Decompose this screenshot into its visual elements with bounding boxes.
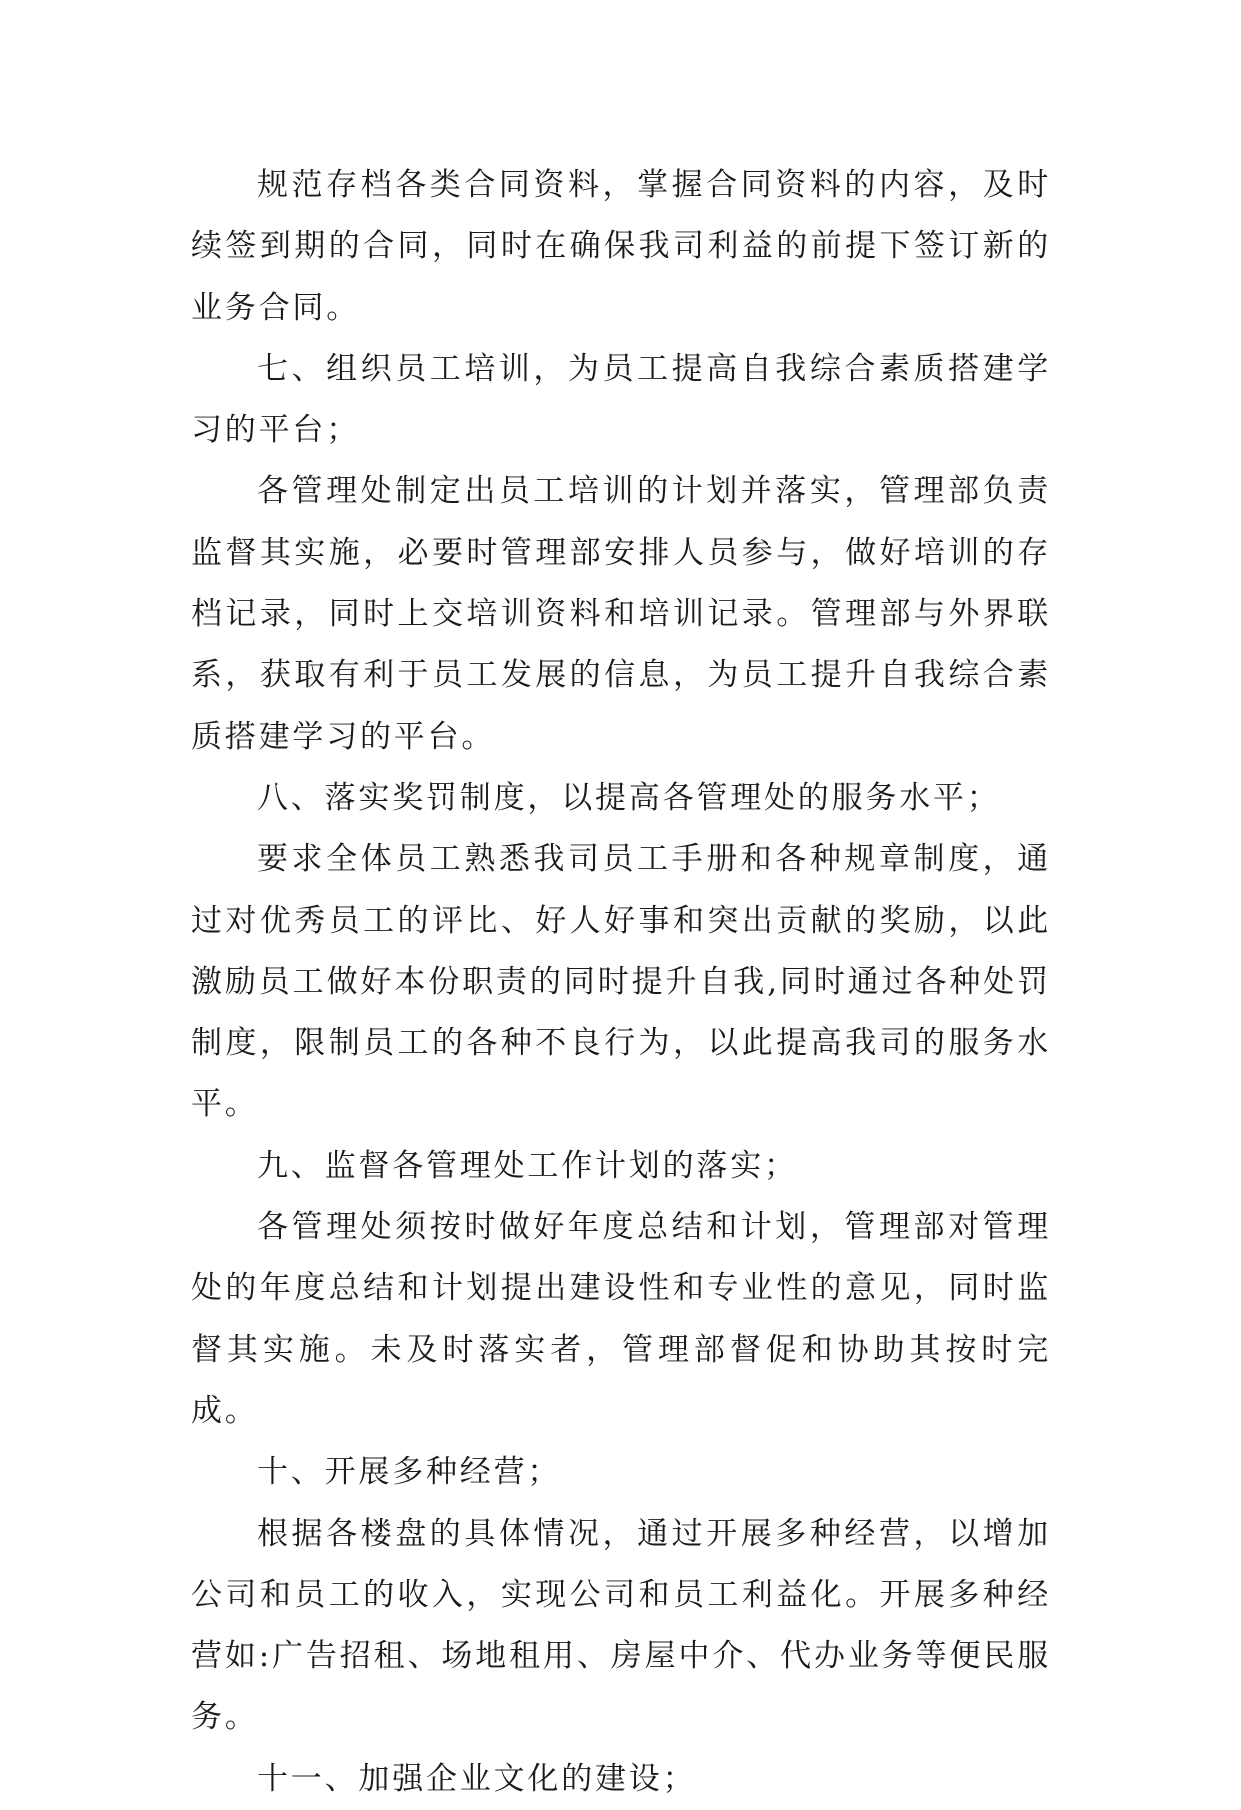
heading-item-eight: 八、落实奖罚制度，以提高各管理处的服务水平； xyxy=(257,779,1001,816)
paragraph-contract-archiving: 规范存档各类合同资料，掌握合同资料的内容，及时续签到期的合同，同时在确保我司利益的前提下签订新的业务合同。 xyxy=(191,167,1051,326)
heading-item-nine: 九、监督各管理处工作计划的落实； xyxy=(257,1147,798,1184)
heading-item-seven: 七、组织员工培训，为员工提高自我综合素质搭建学习的平台； xyxy=(191,350,1051,449)
paragraph-staff-training: 各管理处制定出员工培训的计划并落实，管理部负责监督其实施，必要时管理部安排人员参与，做好培训的存档记录，同时上交培训资料和培训记录。管理部与外界联系，获取有利于员工发展的信息，为员工提升自我综合素质搭建学习的平台。 xyxy=(191,473,1051,755)
document-body xyxy=(191,155,1051,1810)
heading-item-eleven: 十一、加强企业文化的建设； xyxy=(257,1760,697,1797)
paragraph-diversified-operations: 根据各楼盘的具体情况，通过开展多种经营，以增加公司和员工的收入，实现公司和员工利益化。开展多种经营如:广告招租、场地租用、房屋中介、代办业务等便民服务。 xyxy=(191,1515,1051,1736)
paragraph-work-plan-supervision: 各管理处须按时做好年度总结和计划，管理部对管理处的年度总结和计划提出建设性和专业性的意见，同时监督其实施。未及时落实者，管理部督促和协助其按时完成。 xyxy=(191,1209,1051,1429)
paragraph-reward-punishment: 要求全体员工熟悉我司员工手册和各种规章制度，通过对优秀员工的评比、好人好事和突出贡献的奖励，以此激励员工做好本份职责的同时提升自我,同时通过各种处罚制度，限制员工的各种不良行为，以此提高我司的服务水平。 xyxy=(191,841,1051,1123)
heading-item-ten: 十、开展多种经营； xyxy=(257,1454,562,1491)
